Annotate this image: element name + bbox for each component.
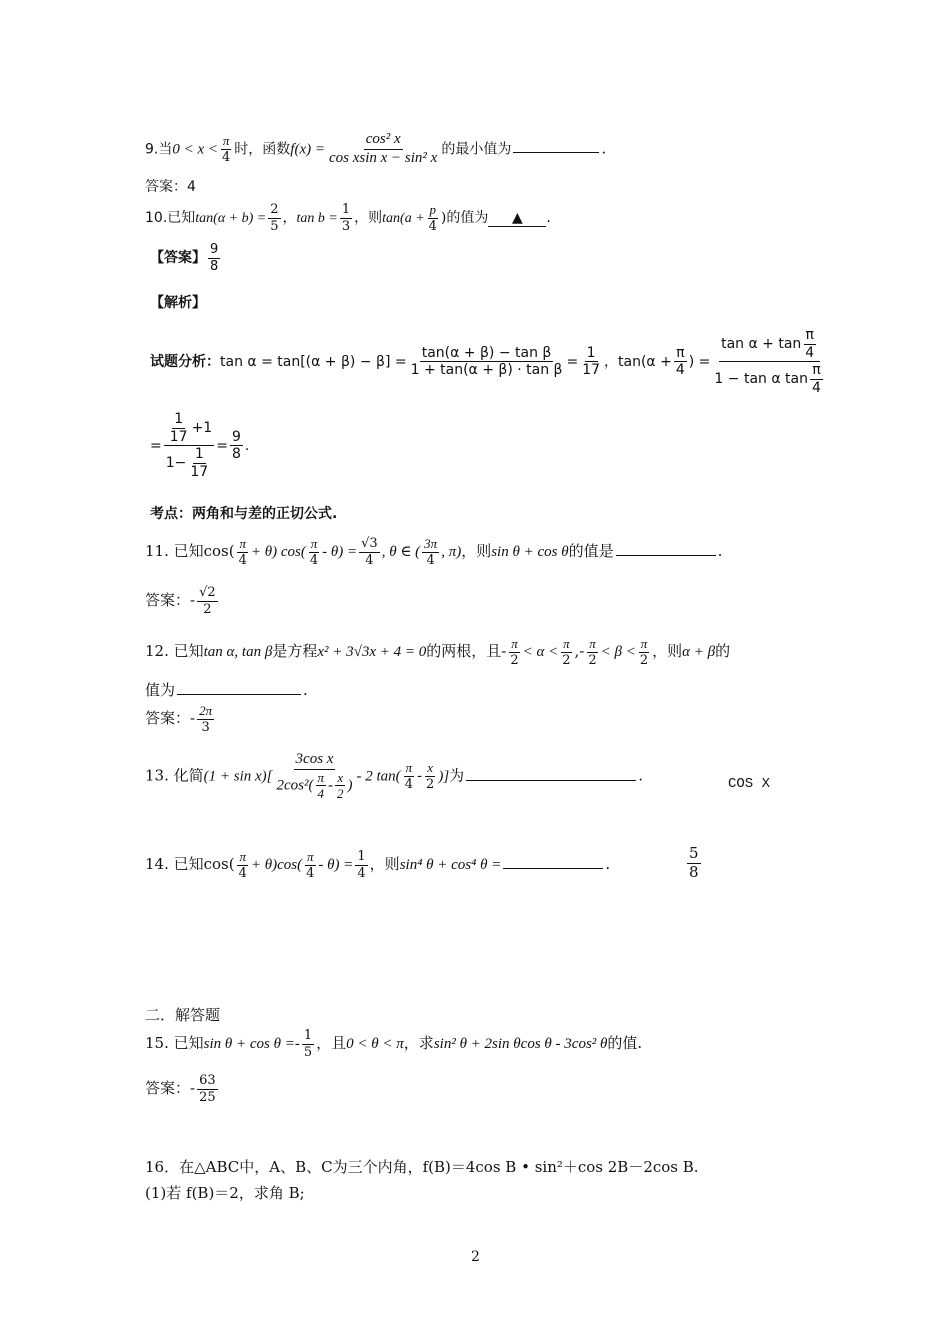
- q10-a1-eq: =: [566, 353, 579, 370]
- q10-a1-frac: $\frac{\text{tan(α + β) − tan β}}{\text{1 + tan(α + β) · tan β}}$: [410, 344, 563, 379]
- q10-a3-res-frac: $\frac{9}{8}$: [231, 428, 241, 463]
- q10-marker-blank: [488, 210, 546, 227]
- section-heading: 二．解答题: [145, 1006, 221, 1024]
- q9-mid: 时，函数: [234, 141, 291, 158]
- q9-line: [145, 132, 606, 167]
- q10-eq2-frac: $\frac{1}{3}$: [341, 202, 351, 234]
- q9-cond: 0 < x <: [172, 141, 219, 158]
- q15-answer: 答案：- $\frac{63}{25}$: [145, 1073, 216, 1105]
- q10-jiexi: 【解析】: [150, 295, 206, 311]
- q12-answer-blank: [177, 693, 301, 695]
- q9-answer-blank: [513, 151, 599, 153]
- q10-eq2: tan b =: [296, 211, 338, 227]
- q9-suffix: 的最小值为: [441, 141, 512, 158]
- q11-line: 11. 已知cos( $\frac{\pi}{4}$ + θ) cos( $\frac{\pi}{4}$ - θ) = $\frac{√3}{4}$ , θ ∈ ( $\frac{3\pi}{4}$ , π)，则sin θ + cos θ的值是 .: [145, 536, 723, 568]
- q10-analysis-result: [150, 412, 249, 480]
- q10-line: [145, 203, 551, 233]
- q9-answer: 答案：4: [145, 179, 196, 195]
- q10-a1: tan α = tan[(α + β) − β] =: [220, 353, 407, 370]
- q13-frac: 3cos x 2cos²( $\frac{\pi}{4}$ - $\frac{x}{2}$ ): [276, 751, 353, 802]
- q10-answer-label: 【答案】: [150, 250, 206, 267]
- q10-eq1: tan(α + b) =: [195, 211, 267, 227]
- q10-suffix: 的值为: [446, 210, 489, 227]
- q10-a3-eq: =: [150, 437, 162, 454]
- q10-analysis-label: 试题分析：: [150, 353, 220, 370]
- q10-a2-close: ) =: [688, 353, 711, 370]
- q10-answer: [150, 243, 222, 273]
- q10-end: .: [546, 210, 551, 227]
- q16-line2: (1)若 f(B)＝2，求角 B;: [145, 1184, 305, 1202]
- q11-prefix: 11. 已知: [145, 542, 204, 561]
- q10-a3-end: .: [244, 437, 250, 454]
- q14-line: 14. 已知cos( $\frac{\pi}{4}$ + θ)cos( $\frac{\pi}{4}$ - θ) = $\frac{1}{4}$ ，则sin⁴ θ + cos⁴ θ = .: [145, 849, 611, 881]
- q10-eq3-frac: $\frac{p}{4}$: [428, 202, 437, 234]
- q16-line1: 16．在△ABC中，A、B、C为三个内角，f(B)＝4cos B • sin²＋cos 2B－2cos B.: [145, 1158, 699, 1176]
- q14-answer: $\frac{5}{8}$: [689, 844, 699, 881]
- q9-fx: f(x) =: [290, 141, 325, 158]
- q9-function-frac: $\frac{\text{cos² x}}{\text{cos xsin x − sin² x}}$: [328, 131, 438, 166]
- page-number: 2: [471, 1249, 480, 1265]
- q11-answer-blank: [616, 554, 716, 556]
- q10-comma: ，: [282, 210, 297, 227]
- q10-answer-frac: $\frac{9}{8}$: [210, 242, 219, 274]
- q10-eq1-frac: $\frac{2}{5}$: [270, 202, 279, 234]
- q12-line: 12. 已知tan α, tan β是方程x² + 3√3x + 4 = 0的两根，且- $\frac{\pi}{2}$ < α < $\frac{\pi}{2}$ ,- $\frac{\pi}{2}$ < β < $\frac{\pi}{2}$ ，则α + β的: [145, 636, 731, 668]
- q10-kaodian: 考点：两角和与差的正切公式.: [150, 506, 338, 522]
- q10-eq3-close: ): [440, 210, 447, 227]
- q10-a3-res-eq: =: [216, 437, 228, 454]
- q10-a2: tan(α +: [618, 353, 672, 370]
- q13-answer-blank: [466, 779, 636, 781]
- q10-mid: ，则: [354, 210, 383, 227]
- q13-line: 13. 化简(1 + sin x)[ 3cos x 2cos²( $\frac{\pi}{4}$ - $\frac{x}{2}$ ) - 2 tan( $\frac{\pi}{4}$ - $\frac{x}{2}$ )]为 .: [145, 751, 643, 802]
- q15-line: 15. 已知sin θ + cos θ =- $\frac{1}{5}$ ，且0 < θ < π，求sin² θ + 2sin θcos θ - 3cos² θ的值.: [145, 1028, 643, 1060]
- q9-end: .: [601, 139, 607, 158]
- q12-line2: 值为 .: [145, 681, 308, 699]
- q10-analysis-line: [150, 328, 829, 396]
- q14-answer-blank: [503, 867, 603, 869]
- q10-prefix: 10.已知: [145, 210, 196, 227]
- q10-a2-big-frac: tan α + tan $\frac{\pi}{4}$ 1 − tan α tan $\frac{\pi}{4}$: [714, 327, 821, 397]
- q10-a3-frac: $\frac{1}{17}$ +1 1− $\frac{1}{17}$: [165, 411, 213, 481]
- q10-eq3: tan(a +: [382, 211, 425, 227]
- q10-a1-result: $\frac{1}{17}$: [582, 344, 601, 379]
- q13-answer: COS X: [728, 776, 771, 792]
- q10-a1-comma: ，: [604, 353, 619, 370]
- q10-a2-pi-frac: $\frac{\pi}{4}$: [675, 344, 685, 379]
- q12-answer: 答案：- $\frac{2\pi}{3}$: [145, 703, 213, 735]
- triangle-icon: ▲: [512, 210, 523, 227]
- q9-prefix: 9.当: [145, 141, 173, 158]
- q9-cond-frac: $\frac{\pi}{4}$: [222, 133, 231, 165]
- q11-answer: 答案：- $\frac{√2}{2}$: [145, 585, 216, 617]
